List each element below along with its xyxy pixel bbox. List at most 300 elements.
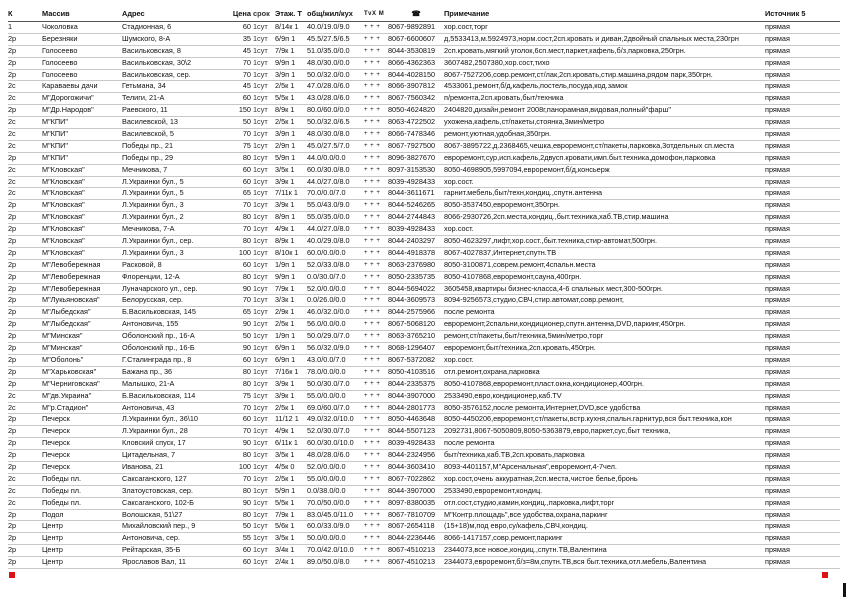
col-k: 2с (8, 117, 16, 127)
cell-note: М"Контр.площадь",все удобства,охрана,паркинг (444, 509, 608, 519)
cell-phone: 8044-3611671 (388, 188, 435, 198)
cell-phone: 8044-3907000 (388, 390, 436, 400)
cell-srok: 1сут (253, 236, 268, 246)
cell-etazh: 6/11к 1 (275, 438, 298, 448)
cell-cena: 50 (242, 117, 251, 127)
cell-massiv: Победы пл. (42, 485, 82, 495)
cell-cena: 70 (242, 200, 251, 210)
cell-adres: Антоновича, 155 (122, 319, 179, 329)
cell-tvx: + + + (364, 273, 381, 280)
cell-etazh: 3/9к 1 (275, 176, 295, 186)
col-k: 2р (8, 224, 17, 234)
col-k: 2р (8, 212, 17, 222)
table-row (8, 153, 840, 165)
cell-phone: 8050-2335735 (388, 271, 436, 281)
table-row (8, 486, 840, 498)
cell-massiv: М"Кловская" (42, 224, 85, 234)
cell-massiv: Победы пл. (42, 473, 82, 483)
col-source: Источник 5 (765, 9, 806, 19)
cell-adres: Л.Украинки бул., 3 (122, 200, 184, 210)
cell-source: прямая (765, 402, 790, 412)
cell-note: 8066-2930726,2сп.места,кондиц.,быт.техника,хаб.ТВ,стир.машина (444, 212, 669, 222)
cell-etazh: 4/5к 0 (275, 461, 295, 471)
cell-tvx: + + + (364, 119, 381, 126)
cell-ploshad: 60.0/33.0/9.0 (307, 521, 350, 531)
cell-adres: Саксаганского, 102-Б (122, 497, 194, 507)
cell-phone: 8066-3907812 (388, 81, 436, 91)
cell-cena: 70 (242, 57, 251, 67)
cell-cena: 90 (242, 438, 251, 448)
cell-etazh: 3/9к 1 (275, 200, 295, 210)
cell-source: прямая (765, 176, 790, 186)
col-note: Примечание (444, 9, 490, 19)
cell-massiv: М"Лукьяновская" (42, 295, 100, 305)
cell-note: 8094-9256573,студио,СВЧ,стир.автомат,совр.ремонт, (444, 295, 624, 305)
cell-cena: 90 (242, 343, 251, 353)
table-row (8, 379, 840, 391)
col-k: 2р (8, 105, 17, 115)
cell-source: прямая (765, 200, 790, 210)
cell-massiv: Караваевы дачи (42, 81, 98, 91)
edge-mark (843, 583, 846, 597)
cell-tvx: + + + (364, 511, 381, 518)
cell-srok: 1сут (253, 188, 268, 198)
cell-cena: 65 (242, 307, 251, 317)
cell-source: прямая (765, 33, 790, 43)
cell-srok: 1сут (253, 105, 268, 115)
cell-source: прямая (765, 473, 790, 483)
cell-etazh: 5/5к 1 (275, 93, 295, 103)
cell-cena: 60 (242, 557, 251, 567)
cell-srok: 1сут (253, 533, 268, 543)
cell-note: 2344073,все новое,кондиц.,спутн.ТВ,Валентина (444, 545, 607, 555)
cell-massiv: Победы пл. (42, 497, 82, 507)
cell-source: прямая (765, 271, 790, 281)
col-k: 2р (8, 45, 17, 55)
cell-phone: 8044-5246265 (388, 200, 436, 210)
cell-ploshad: 60.0/0.0/0.0 (307, 247, 346, 257)
table-row (8, 343, 840, 355)
table-row (8, 212, 840, 224)
col-k: 2р (8, 354, 17, 364)
cell-massiv: Березняки (42, 33, 78, 43)
cell-source: прямая (765, 461, 790, 471)
cell-adres: Луначарского ул., сер. (122, 283, 198, 293)
cell-ploshad: 44.0/27.0/8.0 (307, 176, 350, 186)
cell-cena: 60 (242, 545, 251, 555)
table-row (8, 117, 840, 129)
cell-massiv: М"Черниговская" (42, 378, 100, 388)
cell-adres: Волошская, 51\27 (122, 509, 183, 519)
cell-srok: 1сут (253, 473, 268, 483)
cell-srok: 1сут (253, 259, 268, 269)
col-k: 2р (8, 450, 17, 460)
cell-etazh: 7/9к 1 (275, 509, 295, 519)
cell-tvx: + + + (364, 535, 381, 542)
table-row (8, 533, 840, 545)
col-k: 2р (8, 557, 17, 567)
col-k: 2с (8, 473, 16, 483)
cell-phone: 8067-4510213 (388, 545, 436, 555)
cell-etazh: 2/4к 1 (275, 557, 295, 567)
cell-source: прямая (765, 236, 790, 246)
cell-massiv: М"Левобережная (42, 259, 101, 269)
cell-phone: 8044-4918378 (388, 247, 436, 257)
cell-source: прямая (765, 390, 790, 400)
cell-srok: 1сут (253, 366, 268, 376)
cell-massiv: М"Кловская" (42, 200, 85, 210)
cell-source: прямая (765, 57, 790, 67)
cell-ploshad: 48.0/30.0/8.0 (307, 129, 350, 139)
cell-adres: Б.Васильковская, 145 (122, 307, 196, 317)
cell-cena: 70 (242, 473, 251, 483)
cell-note: евроремонт,2спальни,кондиционер,спутн.антенна,DVD,паркинг,450грн. (444, 319, 686, 329)
cell-phone: 8044-2575966 (388, 307, 436, 317)
cell-phone: 8044-2744843 (388, 212, 436, 222)
cell-cena: 75 (242, 390, 251, 400)
cell-srok: 1сут (253, 152, 268, 162)
cell-note: евроремонт,быт/техника,2сп.кровать,450грн. (444, 343, 596, 353)
cell-ploshad: 45.0/27.5/7.0 (307, 140, 350, 150)
cell-massiv: Подол (42, 509, 64, 519)
cell-etazh: 8/9к 1 (275, 105, 295, 115)
cell-adres: Л.Украинки бул., 2 (122, 212, 184, 222)
cell-cena: 75 (242, 140, 251, 150)
cell-phone: 8067-9892891 (388, 22, 436, 31)
cell-phone: 8066-7478346 (388, 129, 436, 139)
cell-massiv: М"Кловская" (42, 188, 85, 198)
cell-etazh: 8/10к 1 (275, 247, 299, 257)
cell-note: 8093-4401157,М"Арсенальная",евроремонт,4-7чел. (444, 461, 617, 471)
cell-massiv: М"дв.Украина" (42, 390, 92, 400)
col-k: 2с (8, 390, 16, 400)
cell-cena: 100 (238, 247, 251, 257)
cell-massiv: М"Левобережная (42, 283, 101, 293)
cell-note: гарнит.мебель,быт/техн,кондиц.,спутн.антенна (444, 188, 603, 198)
cell-massiv: М"Кловская" (42, 247, 85, 257)
cell-srok: 1сут (253, 117, 268, 127)
cell-srok: 1сут (253, 69, 268, 79)
cell-note: хор.сост. (444, 176, 474, 186)
table-body (8, 22, 840, 569)
cell-source: прямая (765, 295, 790, 305)
cell-tvx: + + + (364, 523, 381, 530)
cell-adres: Бажана пр., 36 (122, 366, 173, 376)
cell-massiv: Голосеево (42, 69, 78, 79)
table-row (8, 105, 840, 117)
col-k: 2р (8, 521, 17, 531)
cell-cena: 45 (242, 45, 251, 55)
cell-cena: 80 (242, 271, 251, 281)
cell-massiv: М"КПИ" (42, 140, 68, 150)
cell-note: отл.сост,студио,камин,кондиц.,парковка,лифт,торг (444, 497, 615, 507)
cell-phone: 8044-2236446 (388, 533, 436, 543)
cell-srok: 1сут (253, 485, 268, 495)
col-k: 2р (8, 259, 17, 269)
cell-note: 8050-3537450,евроремонт,350грн. (444, 200, 560, 210)
cell-ploshad: 83.0/45.0/11.0 (307, 509, 354, 519)
cell-ploshad: 46.0/32.0/0.0 (307, 307, 350, 317)
cell-massiv: Печерск (42, 450, 70, 460)
cell-note: 4533061,ремонт,б/д,кафель,постель,посуда,код.замок (444, 81, 628, 91)
cell-ploshad: 55.0/35.0/0.0 (307, 212, 350, 222)
table-row (8, 70, 840, 82)
cell-cena: 80 (242, 509, 251, 519)
cell-ploshad: 52.0/0.0/0.0 (307, 461, 346, 471)
cell-tvx: + + + (364, 475, 381, 482)
cell-srok: 1сут (253, 354, 268, 364)
cell-note: ремонт,ст/пакеты,быт/техника,5мин/метро,торг (444, 331, 604, 341)
cell-note: 2344073,евроремонт,б/з=8м,спутн.ТВ,вся быт.техника,отл.мебель,Валентина (444, 557, 707, 567)
col-k: 2р (8, 509, 17, 519)
col-k: 2р (8, 331, 17, 341)
cell-srok: 1сут (253, 521, 268, 531)
cell-source: прямая (765, 485, 790, 495)
table-row (8, 414, 840, 426)
cell-adres: Флоренции, 12-А (122, 271, 180, 281)
table-row (8, 224, 840, 236)
cell-cena: 60 (242, 259, 251, 269)
cell-cena: 80 (242, 485, 251, 495)
cell-massiv: Центр (42, 521, 63, 531)
cell-source: прямая (765, 105, 790, 115)
cell-etazh: 5/9п 1 (275, 152, 296, 162)
cell-adres: Иванова, 21 (122, 461, 164, 471)
cell-note: 2533490,евро,кондиционер,каб.ТV (444, 390, 562, 400)
cell-source: прямая (765, 212, 790, 222)
col-k: 2р (8, 271, 17, 281)
cell-srok: 1сут (253, 378, 268, 388)
cell-source: прямая (765, 81, 790, 91)
cell-adres: Гетьмана, 34 (122, 81, 166, 91)
cell-srok: 1сут (253, 319, 268, 329)
cell-note: после ремонта (444, 438, 495, 448)
cell-tvx: + + + (364, 333, 381, 340)
cell-etazh: 8/14к 1 (275, 22, 299, 31)
cell-phone: 8044-5507123 (388, 426, 436, 436)
cell-source: прямая (765, 378, 790, 388)
cell-etazh: 3/5к 1 (275, 164, 295, 174)
cell-tvx: + + + (364, 214, 381, 221)
cell-adres: Антоновича, сер. (122, 533, 180, 543)
cell-etazh: 2/9к 1 (275, 307, 295, 317)
cell-source: прямая (765, 188, 790, 198)
table-row (8, 521, 840, 533)
col-massiv: Массив (42, 9, 70, 19)
cell-ploshad: 50.0/32.0/6.5 (307, 117, 350, 127)
cell-note: п/ремонта,2сп.кровать,быт/техника (444, 93, 564, 103)
col-k: 2р (8, 69, 17, 79)
cell-adres: Победы пр., 21 (122, 140, 174, 150)
cell-note: быт/техника,каб.ТВ,2сп.кровать,парковка (444, 450, 585, 460)
cell-massiv: Печерск (42, 461, 70, 471)
col-ploshad: общ/жил/кух (307, 9, 353, 19)
cell-etazh: 6/9п 1 (275, 33, 296, 43)
cell-source: прямая (765, 557, 790, 567)
cell-phone: 8044-3603410 (388, 461, 436, 471)
cell-massiv: М"Лыбедская" (42, 319, 91, 329)
cell-tvx: + + + (364, 499, 381, 506)
cell-massiv: Печерск (42, 438, 70, 448)
cell-source: прямая (765, 152, 790, 162)
table-row (8, 307, 840, 319)
cell-source: прямая (765, 259, 790, 269)
cell-ploshad: 60.0/30.0/8.0 (307, 164, 350, 174)
cell-tvx: + + + (364, 345, 381, 352)
cell-note: 8067-4027837,Интернет,спутн.ТВ (444, 247, 557, 257)
cell-adres: Саксаганского, 127 (122, 473, 187, 483)
cell-massiv: М"Др.Народов" (42, 105, 94, 115)
table-row (8, 22, 840, 34)
col-k: 2с (8, 497, 16, 507)
cell-etazh: 2/5к 1 (275, 473, 295, 483)
cell-tvx: + + + (364, 368, 381, 375)
col-k: 2р (8, 426, 17, 436)
cell-etazh: 3/9к 1 (275, 378, 295, 388)
phone-icon: ☎ (411, 9, 421, 19)
col-tvx: ТvХ М (364, 11, 385, 18)
cell-adres: Телиги, 21-А (122, 93, 165, 103)
cell-srok: 1сут (253, 81, 268, 91)
col-k: 2с (8, 93, 16, 103)
cell-phone: 8050-4624820 (388, 105, 436, 115)
cell-phone: 8044-2324956 (388, 450, 436, 460)
cell-cena: 60 (242, 22, 251, 31)
col-k: 2р (8, 533, 17, 543)
table-row (8, 58, 840, 70)
table-row (8, 284, 840, 296)
cell-cena: 60 (242, 176, 251, 186)
cell-srok: 1сут (253, 176, 268, 186)
cell-etazh: 5/5к 1 (275, 497, 295, 507)
cell-adres: Раевского, 11 (122, 105, 168, 115)
cell-tvx: + + + (364, 428, 381, 435)
col-k: 2р (8, 461, 17, 471)
cell-srok: 1сут (253, 438, 268, 448)
cell-tvx: + + + (364, 297, 381, 304)
cell-note: 3607482,2507380,хор.сост,тихо (444, 57, 550, 67)
cell-source: прямая (765, 69, 790, 79)
cell-srok: 1сут (253, 93, 268, 103)
cell-cena: 70 (242, 129, 251, 139)
table-row (8, 355, 840, 367)
cell-cena: 60 (242, 354, 251, 364)
col-k: 2с (8, 402, 16, 412)
cell-ploshad: 70.0/50.0/0.0 (307, 497, 350, 507)
cell-note: 8050-3576152,после ремонта,Интернет,DVD,все удобства (444, 402, 641, 412)
cell-adres: Л.Украинки бул., 3 (122, 247, 184, 257)
cell-source: прямая (765, 117, 790, 127)
cell-ploshad: 0.0/30.0/7.0 (307, 271, 346, 281)
cell-adres: Л.Украинки бул., сер. (122, 236, 194, 246)
cell-source: прямая (765, 450, 790, 460)
cell-adres: Оболонский пр., 16-А (122, 331, 195, 341)
cell-phone: 8044-3907000 (388, 485, 436, 495)
cell-cena: 45 (242, 81, 251, 91)
cell-srok: 1сут (253, 271, 268, 281)
cell-tvx: + + + (364, 392, 381, 399)
cell-ploshad: 0.0/26.0/0.0 (307, 295, 346, 305)
table-row (8, 474, 840, 486)
cell-ploshad: 44.0/27.0/8.0 (307, 224, 350, 234)
col-k: 2р (8, 319, 17, 329)
cell-tvx: + + + (364, 71, 381, 78)
table-row (8, 391, 840, 403)
cell-tvx: + + + (364, 356, 381, 363)
cell-etazh: 3/9п 1 (275, 69, 296, 79)
cell-phone: 8039-4928433 (388, 224, 436, 234)
cell-etazh: 3/9к 1 (275, 390, 295, 400)
col-adres: Адрес (122, 9, 145, 19)
cell-etazh: 3/4к 1 (275, 545, 295, 555)
cell-massiv: М"Кловская" (42, 236, 85, 246)
cell-cena: 35 (242, 33, 251, 43)
cell-tvx: + + + (364, 321, 381, 328)
cell-etazh: 2/5к 1 (275, 402, 295, 412)
col-k: К (8, 9, 13, 19)
cell-tvx: + + + (364, 226, 381, 233)
cell-srok: 1сут (253, 414, 268, 424)
cell-massiv: М"Минская" (42, 331, 83, 341)
cell-etazh: 8/9к 1 (275, 236, 295, 246)
cell-phone: 8063-4722502 (388, 117, 436, 127)
cell-source: прямая (765, 521, 790, 531)
cell-note: 8050-3100871,соврем.ремонт,4спальн.места (444, 259, 596, 269)
cell-massiv: Чоколовка (42, 22, 78, 31)
cell-source: прямая (765, 93, 790, 103)
cell-massiv: Голосеево (42, 57, 78, 67)
cell-cena: 150 (238, 105, 251, 115)
cell-ploshad: 49.0/32.0/10.0 (307, 414, 354, 424)
cell-etazh: 4/9к 1 (275, 224, 295, 234)
table-row (8, 272, 840, 284)
col-k: 2р (8, 343, 17, 353)
cell-cena: 90 (242, 283, 251, 293)
cell-srok: 1сут (253, 140, 268, 150)
cell-phone: 8067-6600607 (388, 33, 436, 43)
cell-massiv: М"Дорогожичи" (42, 93, 94, 103)
cell-etazh: 7/11к 1 (275, 188, 298, 198)
cell-phone: 8067-7560342 (388, 93, 436, 103)
cell-note: хор.сост. (444, 224, 474, 234)
col-k: 2р (8, 283, 17, 293)
table-row (8, 438, 840, 450)
cell-adres: Б.Васильковская, 114 (122, 390, 196, 400)
cell-etazh: 5/6к 1 (275, 521, 295, 531)
col-etazh: Этаж. Т (275, 9, 302, 19)
col-k: 2р (8, 545, 17, 555)
cell-adres: Малышко, 21-А (122, 378, 175, 388)
cell-source: прямая (765, 140, 790, 150)
cell-srok: 1сут (253, 497, 268, 507)
cell-note: 3605458,квартиры бизнес-класса,4-6 спальных мест,300-500грн. (444, 283, 663, 293)
cell-source: прямая (765, 426, 790, 436)
cell-adres: Васильковская, 30\2 (122, 57, 192, 67)
cell-cena: 60 (242, 93, 251, 103)
cell-source: прямая (765, 343, 790, 353)
cell-source: прямая (765, 497, 790, 507)
cell-ploshad: 44.0/0.0/0.0 (307, 152, 346, 162)
cell-source: прямая (765, 533, 790, 543)
cell-tvx: + + + (364, 380, 381, 387)
cell-phone: 8067-2654118 (388, 521, 435, 531)
cell-etazh: 6/9п 1 (275, 343, 296, 353)
cell-ploshad: 55.0/0.0/0.0 (307, 473, 346, 483)
cell-etazh: 7/9к 1 (275, 45, 295, 55)
cell-ploshad: 50.0/30.0/7.0 (307, 378, 350, 388)
cell-source: прямая (765, 331, 790, 341)
cell-source: прямая (765, 366, 790, 376)
